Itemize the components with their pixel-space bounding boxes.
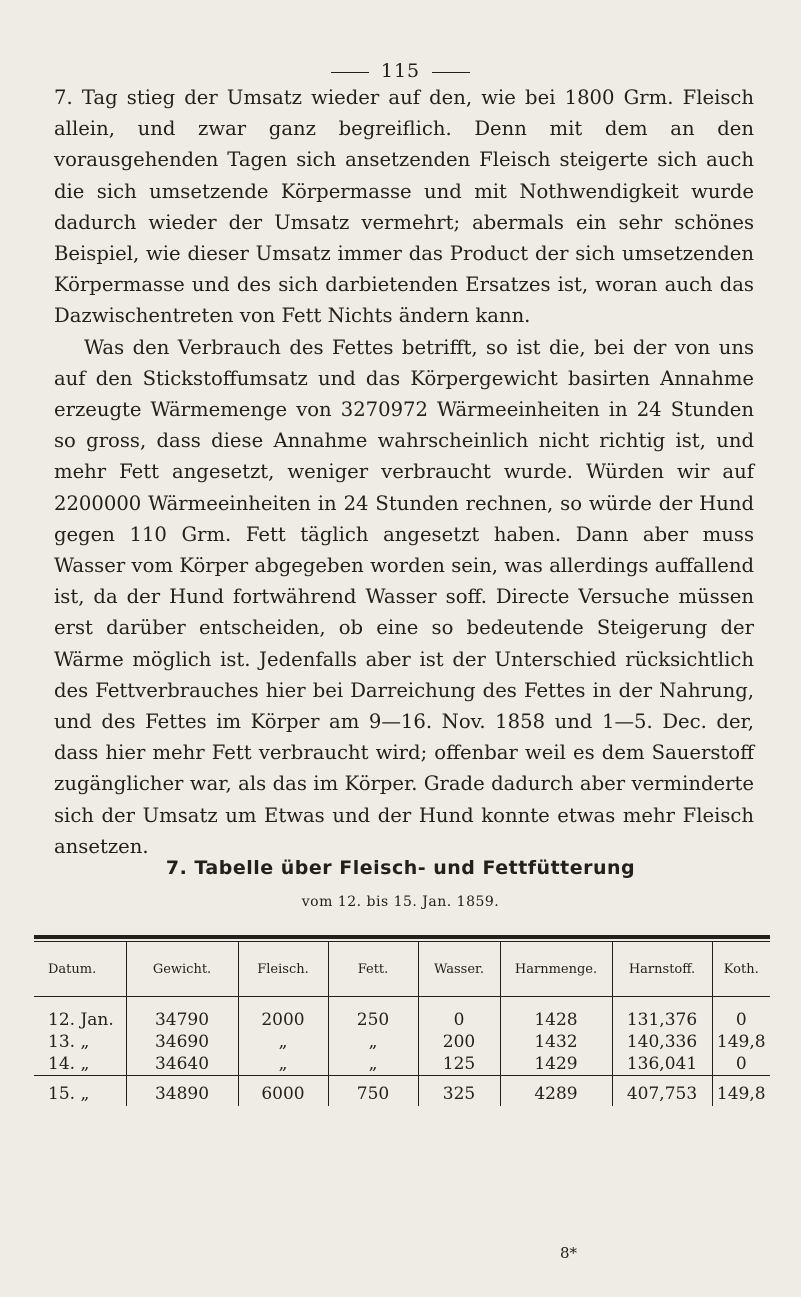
- cell-fleisch: 2000: [238, 997, 328, 1032]
- cell-gewicht: 34790: [126, 997, 238, 1032]
- cell-gewicht: 34690: [126, 1031, 238, 1053]
- table-sum-row: [34, 1076, 770, 1107]
- cell-gewicht: 34890: [126, 1076, 238, 1107]
- cell-harnstoff: 140,336: [612, 1031, 712, 1053]
- page-number-dash-left: [331, 72, 369, 73]
- cell-datum: 14. „: [48, 1054, 90, 1074]
- cell-harnstoff: 131,376: [612, 997, 712, 1032]
- col-header-harnstoff: Harnstoff.: [612, 942, 712, 997]
- cell-fleisch: „: [238, 1031, 328, 1053]
- cell-harnmenge: 1428: [500, 997, 612, 1032]
- page-number-dash-right: [432, 72, 470, 73]
- page-number: [0, 60, 801, 82]
- col-header-wasser: Wasser.: [418, 942, 500, 997]
- col-header-fleisch: Fleisch.: [238, 942, 328, 997]
- cell-fleisch: 6000: [238, 1076, 328, 1107]
- cell-wasser: 200: [418, 1031, 500, 1053]
- table-row: [34, 997, 770, 1032]
- cell-harnstoff: 407,753: [612, 1076, 712, 1107]
- cell-koth: 149,8: [712, 1031, 770, 1053]
- col-header-harnmenge: Harnmenge.: [500, 942, 612, 997]
- table-row: [34, 1031, 770, 1053]
- cell-gewicht: 34640: [126, 1053, 238, 1076]
- col-header-fett: Fett.: [328, 942, 418, 997]
- table-subtitle: vom 12. bis 15. Jan. 1859.: [301, 894, 500, 910]
- data-table: [34, 935, 770, 1106]
- cell-datum: 13. „: [48, 1032, 90, 1052]
- paragraph-1: 7. Tag stieg der Umsatz wieder auf den, wie bei 1800 Grm. Fleisch allein, und zwar ganz begreiflich. Denn mit dem an den vorausgehenden Tagen sich ansetzenden Fleisch steigerte sich auch die sich umsetzende Körpermasse und mit Nothwendigkeit wurde dadurch wieder der Umsatz vermehrt; abermals ein sehr schönes Beispiel, wie dieser Umsatz immer das Product der sich umsetzenden Körpermasse und des sich darbietenden Ersatzes ist, woran auch das Dazwischentreten von Fett Nichts ändern kann.: [54, 86, 754, 328]
- signature-mark: 8*: [560, 1244, 578, 1262]
- table-header-row: [34, 942, 770, 997]
- cell-harnmenge: 1429: [500, 1053, 612, 1076]
- cell-harnstoff: 136,041: [612, 1053, 712, 1076]
- cell-wasser: 125: [418, 1053, 500, 1076]
- col-header-koth: Koth.: [712, 942, 770, 997]
- cell-fett: 250: [328, 997, 418, 1032]
- col-header-datum: Datum.: [34, 942, 126, 997]
- paragraph-2: Was den Verbrauch des Fettes betrifft, so ist die, bei der von uns auf den Stickstoffumsatz und das Körpergewicht basirten Annahme erzeugte Wärmemenge von 3270972 Wärmeeinheiten in 24 Stunden so gross, dass diese Annahme wahrscheinlich nicht richtig ist, und mehr Fett angesetzt, weniger verbraucht wurde. Würden wir auf 2200000 Wärmeeinheiten in 24 Stunden rechnen, so würde der Hund gegen 110 Grm. Fett täglich angesetzt haben. Dann aber muss Wasser vom Körper abgegeben worden sein, was allerdings auffallend ist, da der Hund fortwährend Wasser soff. Directe Versuche müssen erst darüber entscheiden, ob eine so bedeutende Steigerung der Wärme möglich ist. Jedenfalls aber ist der Unterschied rücksichtlich des Fettverbrauches hier bei Darreichung des Fettes in der Nahrung, und des Fettes im Körper am 9—16. Nov. 1858 und 1—5. Dec. der, dass hier mehr Fett verbraucht wird; offenbar weil es dem Sauerstoff zugänglicher war, als das im Körper. Grade dadurch aber verminderte sich der Umsatz um Etwas und der Hund konnte etwas mehr Fleisch ansetzen.: [54, 335, 754, 858]
- cell-fleisch: „: [238, 1053, 328, 1076]
- cell-fett: „: [328, 1031, 418, 1053]
- col-header-gewicht: Gewicht.: [126, 942, 238, 997]
- cell-datum: 15. „: [34, 1076, 126, 1107]
- cell-fett: 750: [328, 1076, 418, 1107]
- cell-koth: 0: [712, 997, 770, 1032]
- page-number-text: 115: [380, 60, 421, 82]
- table-row: [34, 1053, 770, 1076]
- cell-wasser: 0: [418, 997, 500, 1032]
- cell-wasser: 325: [418, 1076, 500, 1107]
- cell-koth: 0: [712, 1053, 770, 1076]
- cell-harnmenge: 4289: [500, 1076, 612, 1107]
- cell-koth: 149,8: [712, 1076, 770, 1107]
- cell-fett: „: [328, 1053, 418, 1076]
- cell-harnmenge: 1432: [500, 1031, 612, 1053]
- body-text: [54, 82, 754, 862]
- table-top-rule-thick: [34, 935, 770, 939]
- fleisch-fett-table: [34, 942, 770, 1106]
- table-title: 7. Tabelle über Fleisch- und Fettfütterung: [165, 857, 636, 879]
- cell-datum: 12. Jan.: [48, 1010, 114, 1030]
